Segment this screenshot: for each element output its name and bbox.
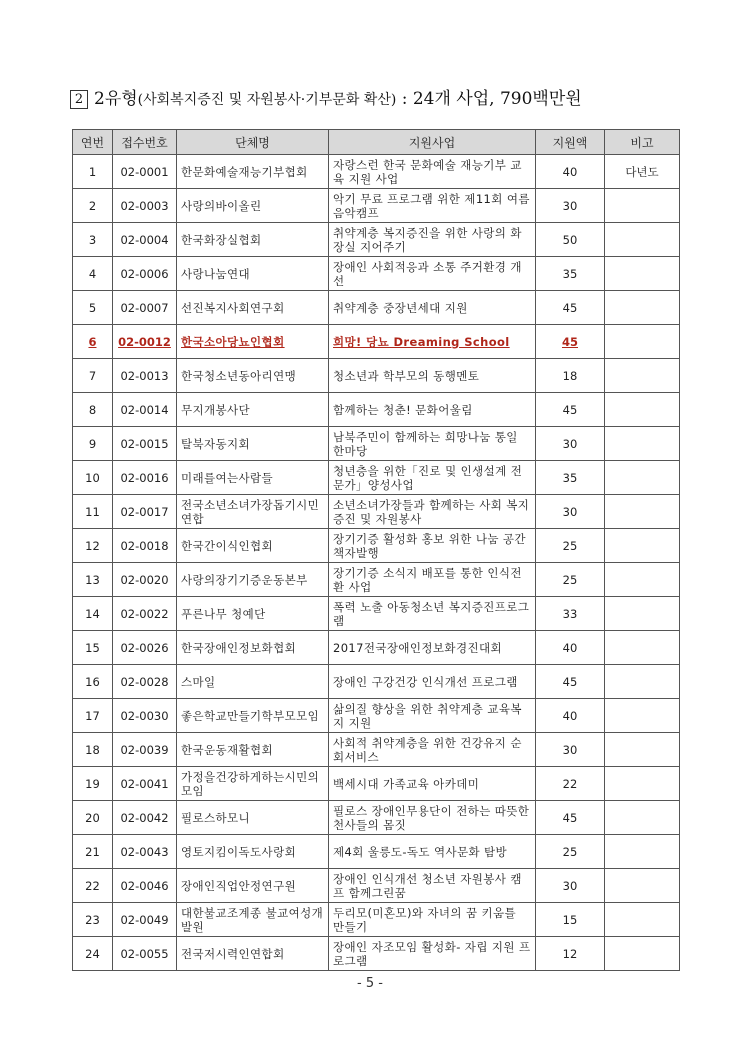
table-row bbox=[73, 155, 680, 189]
cell-id: 02-0014 bbox=[113, 393, 177, 427]
cell-amount: 30 bbox=[536, 495, 605, 529]
table-header-row bbox=[73, 130, 680, 155]
cell-project: 장기기증 활성화 홍보 위한 나눔 공간 책자발행 bbox=[329, 529, 536, 563]
cell-amount: 33 bbox=[536, 597, 605, 631]
cell-note bbox=[605, 631, 680, 665]
cell-amount: 30 bbox=[536, 869, 605, 903]
cell-id: 02-0022 bbox=[113, 597, 177, 631]
cell-project: 취약계층 중장년세대 지원 bbox=[329, 291, 536, 325]
cell-no: 11 bbox=[73, 495, 113, 529]
cell-note bbox=[605, 903, 680, 937]
table-body bbox=[73, 155, 680, 971]
cell-note bbox=[605, 223, 680, 257]
table-row bbox=[73, 801, 680, 835]
cell-no: 14 bbox=[73, 597, 113, 631]
cell-note bbox=[605, 291, 680, 325]
cell-org: 영토지킴이독도사랑회 bbox=[177, 835, 329, 869]
cell-project: 두리모(미혼모)와 자녀의 꿈 키움틀 만들기 bbox=[329, 903, 536, 937]
cell-id: 02-0001 bbox=[113, 155, 177, 189]
table-row bbox=[73, 631, 680, 665]
table-row bbox=[73, 903, 680, 937]
cell-org: 한국화장실협회 bbox=[177, 223, 329, 257]
table-row bbox=[73, 257, 680, 291]
table-row bbox=[73, 529, 680, 563]
cell-id: 02-0015 bbox=[113, 427, 177, 461]
cell-id: 02-0016 bbox=[113, 461, 177, 495]
section-heading bbox=[70, 84, 680, 109]
table-row bbox=[73, 461, 680, 495]
cell-amount: 50 bbox=[536, 223, 605, 257]
cell-org: 사랑나눔연대 bbox=[177, 257, 329, 291]
table-row bbox=[73, 189, 680, 223]
cell-id: 02-0004 bbox=[113, 223, 177, 257]
cell-id: 02-0017 bbox=[113, 495, 177, 529]
cell-no: 7 bbox=[73, 359, 113, 393]
cell-amount: 35 bbox=[536, 461, 605, 495]
cell-id: 02-0049 bbox=[113, 903, 177, 937]
cell-org: 한국청소년동아리연맹 bbox=[177, 359, 329, 393]
cell-org: 탈북자동지회 bbox=[177, 427, 329, 461]
cell-project: 남북주민이 함께하는 희망나눔 통일 한마당 bbox=[329, 427, 536, 461]
cell-no: 8 bbox=[73, 393, 113, 427]
cell-amount: 45 bbox=[536, 801, 605, 835]
cell-amount: 25 bbox=[536, 529, 605, 563]
cell-id: 02-0041 bbox=[113, 767, 177, 801]
cell-amount: 45 bbox=[536, 291, 605, 325]
cell-no: 19 bbox=[73, 767, 113, 801]
table-row bbox=[73, 427, 680, 461]
cell-org: 좋은학교만들기학부모모임 bbox=[177, 699, 329, 733]
cell-amount: 40 bbox=[536, 699, 605, 733]
cell-org: 푸른나무 청예단 bbox=[177, 597, 329, 631]
cell-note bbox=[605, 937, 680, 971]
cell-project: 백세시대 가족교육 아카데미 bbox=[329, 767, 536, 801]
cell-no: 16 bbox=[73, 665, 113, 699]
cell-note bbox=[605, 733, 680, 767]
table-row bbox=[73, 869, 680, 903]
cell-project: 장애인 인식개선 청소년 자원봉사 캠프 함께그린꿈 bbox=[329, 869, 536, 903]
cell-project: 사회적 취약계층을 위한 건강유지 순회서비스 bbox=[329, 733, 536, 767]
cell-amount: 30 bbox=[536, 427, 605, 461]
cell-no: 6 bbox=[73, 325, 113, 359]
cell-id: 02-0003 bbox=[113, 189, 177, 223]
cell-org: 전국소년소녀가장돕기시민연합 bbox=[177, 495, 329, 529]
cell-no: 15 bbox=[73, 631, 113, 665]
cell-id: 02-0046 bbox=[113, 869, 177, 903]
cell-project: 소년소녀가장들과 함께하는 사회 복지증진 및 자원봉사 bbox=[329, 495, 536, 529]
cell-amount: 35 bbox=[536, 257, 605, 291]
section-type: 2유형 bbox=[94, 89, 138, 109]
cell-project: 장애인 자조모임 활성화- 자립 지원 프로그램 bbox=[329, 937, 536, 971]
cell-note bbox=[605, 767, 680, 801]
column-header-note: 비고 bbox=[605, 130, 680, 155]
cell-amount: 45 bbox=[536, 393, 605, 427]
table-row bbox=[73, 597, 680, 631]
cell-org: 사랑의장기기증운동본부 bbox=[177, 563, 329, 597]
page-number: - 5 - bbox=[357, 976, 383, 991]
cell-note bbox=[605, 257, 680, 291]
cell-org: 미래를여는사람들 bbox=[177, 461, 329, 495]
column-header-project: 지원사업 bbox=[329, 130, 536, 155]
cell-project: 폭력 노출 아동청소년 복지증진프로그램 bbox=[329, 597, 536, 631]
cell-amount: 45 bbox=[536, 325, 605, 359]
cell-project: 제4회 울릉도-독도 역사문화 탐방 bbox=[329, 835, 536, 869]
cell-id: 02-0018 bbox=[113, 529, 177, 563]
cell-id: 02-0013 bbox=[113, 359, 177, 393]
cell-note bbox=[605, 699, 680, 733]
cell-note bbox=[605, 563, 680, 597]
cell-project: 필로스 장애인무용단이 전하는 따뜻한 천사들의 몸짓 bbox=[329, 801, 536, 835]
cell-project: 장애인 구강건강 인식개선 프로그램 bbox=[329, 665, 536, 699]
cell-amount: 40 bbox=[536, 631, 605, 665]
table-row bbox=[73, 291, 680, 325]
cell-org: 장애인직업안정연구원 bbox=[177, 869, 329, 903]
cell-project: 청소년과 학부모의 동행멘토 bbox=[329, 359, 536, 393]
cell-project: 장애인 사회적응과 소통 주거환경 개선 bbox=[329, 257, 536, 291]
cell-project: 취약계층 복지증진을 위한 사랑의 화장실 지어주기 bbox=[329, 223, 536, 257]
cell-org: 한국소아당뇨인협회 bbox=[177, 325, 329, 359]
cell-note: 다년도 bbox=[605, 155, 680, 189]
cell-no: 22 bbox=[73, 869, 113, 903]
cell-note bbox=[605, 529, 680, 563]
table-row bbox=[73, 495, 680, 529]
cell-id: 02-0055 bbox=[113, 937, 177, 971]
cell-note bbox=[605, 189, 680, 223]
cell-id: 02-0012 bbox=[113, 325, 177, 359]
table-row bbox=[73, 563, 680, 597]
cell-project: 청년층을 위한「진로 및 인생설계 전문가」양성사업 bbox=[329, 461, 536, 495]
cell-org: 필로스하모니 bbox=[177, 801, 329, 835]
section-number-box: 2 bbox=[70, 90, 88, 109]
cell-amount: 15 bbox=[536, 903, 605, 937]
cell-note bbox=[605, 665, 680, 699]
cell-org: 한국간이식인협회 bbox=[177, 529, 329, 563]
cell-no: 1 bbox=[73, 155, 113, 189]
column-header-amount: 지원액 bbox=[536, 130, 605, 155]
cell-amount: 30 bbox=[536, 733, 605, 767]
cell-no: 4 bbox=[73, 257, 113, 291]
cell-note bbox=[605, 461, 680, 495]
table-row bbox=[73, 767, 680, 801]
cell-project: 희망! 당뇨 Dreaming School bbox=[329, 325, 536, 359]
column-header-id: 접수번호 bbox=[113, 130, 177, 155]
support-projects-table bbox=[72, 129, 680, 971]
cell-project: 함께하는 청춘! 문화어울림 bbox=[329, 393, 536, 427]
cell-project: 장기기증 소식지 배포를 통한 인식전환 사업 bbox=[329, 563, 536, 597]
cell-org: 한국장애인정보화협회 bbox=[177, 631, 329, 665]
cell-id: 02-0026 bbox=[113, 631, 177, 665]
cell-no: 23 bbox=[73, 903, 113, 937]
cell-no: 24 bbox=[73, 937, 113, 971]
cell-no: 2 bbox=[73, 189, 113, 223]
table-row bbox=[73, 699, 680, 733]
cell-org: 전국저시력인연합회 bbox=[177, 937, 329, 971]
cell-no: 5 bbox=[73, 291, 113, 325]
cell-org: 대한불교조계종 불교여성개발원 bbox=[177, 903, 329, 937]
cell-id: 02-0042 bbox=[113, 801, 177, 835]
cell-no: 13 bbox=[73, 563, 113, 597]
cell-note bbox=[605, 835, 680, 869]
table-row bbox=[73, 223, 680, 257]
cell-id: 02-0020 bbox=[113, 563, 177, 597]
table-row bbox=[73, 937, 680, 971]
cell-amount: 30 bbox=[536, 189, 605, 223]
cell-amount: 25 bbox=[536, 563, 605, 597]
cell-amount: 25 bbox=[536, 835, 605, 869]
table-row bbox=[73, 665, 680, 699]
cell-org: 가정을건강하게하는시민의모임 bbox=[177, 767, 329, 801]
section-summary: : 24개 사업, 790백만원 bbox=[396, 89, 582, 109]
cell-note bbox=[605, 359, 680, 393]
cell-no: 17 bbox=[73, 699, 113, 733]
cell-id: 02-0030 bbox=[113, 699, 177, 733]
column-header-org: 단체명 bbox=[177, 130, 329, 155]
cell-amount: 18 bbox=[536, 359, 605, 393]
cell-note bbox=[605, 495, 680, 529]
cell-no: 21 bbox=[73, 835, 113, 869]
cell-project: 삶의질 향상을 위한 취약계층 교육복지 지원 bbox=[329, 699, 536, 733]
cell-note bbox=[605, 801, 680, 835]
cell-id: 02-0007 bbox=[113, 291, 177, 325]
cell-note bbox=[605, 597, 680, 631]
table-row bbox=[73, 393, 680, 427]
cell-org: 스마일 bbox=[177, 665, 329, 699]
cell-amount: 40 bbox=[536, 155, 605, 189]
cell-no: 9 bbox=[73, 427, 113, 461]
cell-project: 자랑스런 한국 문화예술 재능기부 교육 지원 사업 bbox=[329, 155, 536, 189]
cell-org: 한국운동재활협회 bbox=[177, 733, 329, 767]
cell-amount: 12 bbox=[536, 937, 605, 971]
cell-id: 02-0006 bbox=[113, 257, 177, 291]
cell-id: 02-0043 bbox=[113, 835, 177, 869]
cell-no: 10 bbox=[73, 461, 113, 495]
table-row bbox=[73, 733, 680, 767]
cell-id: 02-0039 bbox=[113, 733, 177, 767]
table-row bbox=[73, 359, 680, 393]
cell-id: 02-0028 bbox=[113, 665, 177, 699]
cell-note bbox=[605, 393, 680, 427]
cell-note bbox=[605, 325, 680, 359]
cell-no: 3 bbox=[73, 223, 113, 257]
cell-note bbox=[605, 427, 680, 461]
cell-amount: 45 bbox=[536, 665, 605, 699]
cell-no: 20 bbox=[73, 801, 113, 835]
cell-org: 사랑의바이올린 bbox=[177, 189, 329, 223]
cell-project: 악기 무료 프로그램 위한 제11회 여름음악캠프 bbox=[329, 189, 536, 223]
table-row bbox=[73, 835, 680, 869]
cell-no: 12 bbox=[73, 529, 113, 563]
cell-org: 한문화예술재능기부협회 bbox=[177, 155, 329, 189]
cell-amount: 22 bbox=[536, 767, 605, 801]
table-row bbox=[73, 325, 680, 359]
cell-org: 선진복지사회연구회 bbox=[177, 291, 329, 325]
section-subtitle: (사회복지증진 및 자원봉사·기부문화 확산) bbox=[137, 92, 397, 108]
cell-no: 18 bbox=[73, 733, 113, 767]
cell-org: 무지개봉사단 bbox=[177, 393, 329, 427]
cell-project: 2017전국장애인정보화경진대회 bbox=[329, 631, 536, 665]
column-header-no: 연번 bbox=[73, 130, 113, 155]
cell-note bbox=[605, 869, 680, 903]
